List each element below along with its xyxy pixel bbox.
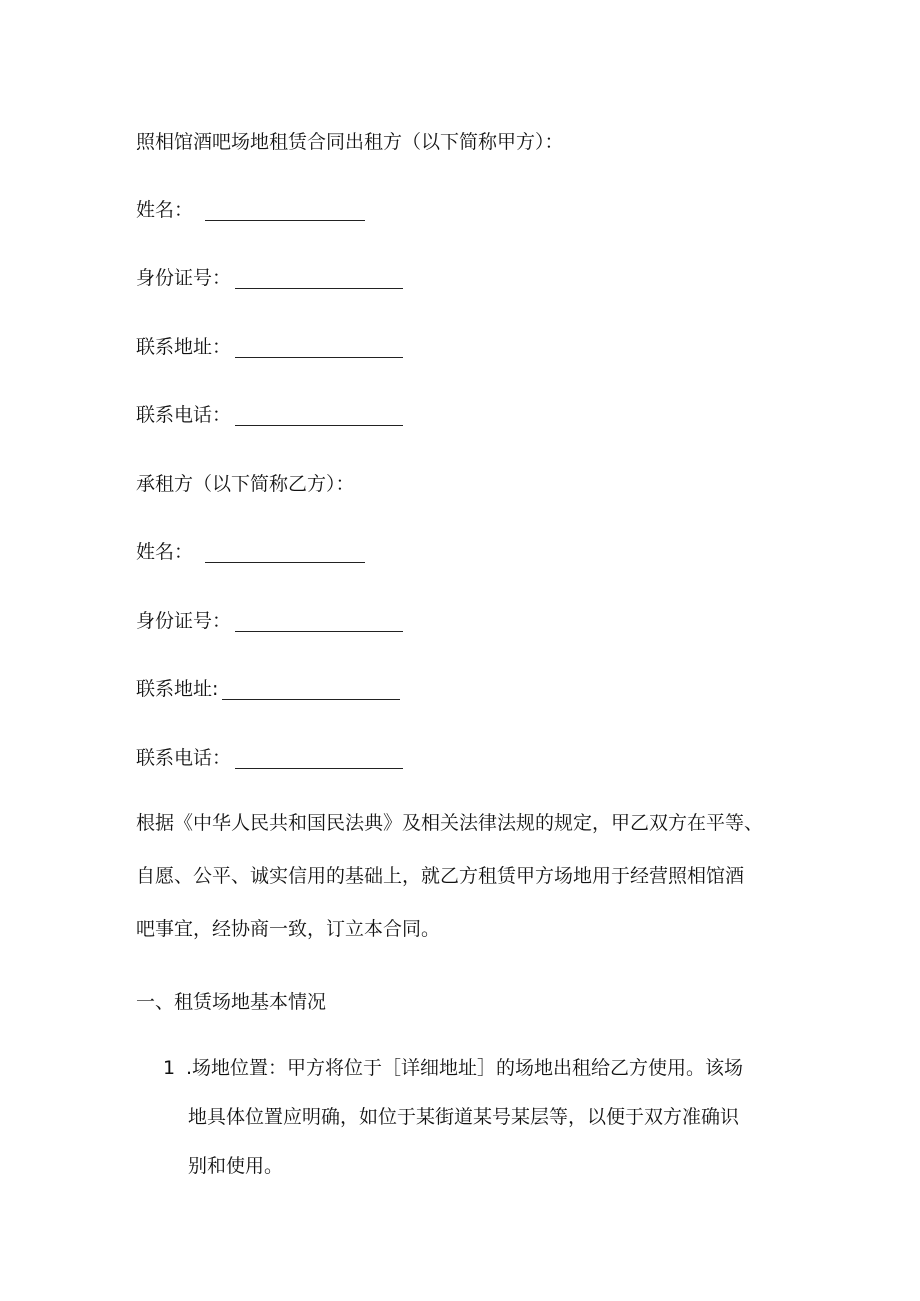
preamble-paragraph (136, 812, 796, 942)
preamble-line: 自愿、公平、诚实信用的基础上，就乙方租赁甲方场地用于经营照相馆酒 (136, 865, 745, 887)
lessor-name-blank[interactable] (205, 202, 365, 221)
lessor-id-field (136, 267, 403, 289)
preamble-line: 吧事宜，经协商一致，订立本合同。 (136, 918, 441, 940)
lessee-address-blank[interactable] (222, 681, 400, 700)
item-1-line: 地具体位置应明确，如位于某街道某号某层等，以便于双方准确识 (188, 1106, 740, 1128)
lessor-name-field (136, 199, 365, 221)
lessor-phone-field (136, 404, 403, 426)
field-label: 联系地址： (136, 336, 232, 358)
item-1-line: .场地位置：甲方将位于［详细地址］的场地出租给乙方使用。该场 (186, 1057, 744, 1079)
field-label: 姓名： (136, 199, 194, 221)
field-label: 身份证号： (136, 610, 232, 632)
lessor-address-field (136, 336, 403, 358)
field-label: 联系地址: (136, 678, 219, 700)
lessee-id-blank[interactable] (235, 613, 403, 632)
section-1-title: 一、租赁场地基本情况 (136, 991, 327, 1013)
field-label: 联系电话： (136, 404, 232, 426)
lessee-name-field (136, 541, 365, 563)
lessor-heading: 照相馆酒吧场地租赁合同出租方（以下简称甲方）： (136, 131, 564, 153)
item-1-paragraph (186, 1057, 786, 1187)
lessee-phone-blank[interactable] (235, 750, 403, 769)
lessor-id-blank[interactable] (235, 270, 403, 289)
item-1-number: 1 (163, 1057, 176, 1079)
field-label: 身份证号： (136, 267, 232, 289)
lessee-phone-field (136, 747, 403, 769)
field-label: 姓名： (136, 541, 194, 563)
lessee-heading: 承租方（以下简称乙方）： (136, 473, 355, 495)
lessee-id-field (136, 610, 403, 632)
item-1-line: 别和使用。 (188, 1155, 284, 1177)
lessor-phone-blank[interactable] (235, 407, 403, 426)
lessee-address-field (136, 678, 400, 700)
lessee-name-blank[interactable] (205, 544, 365, 563)
lessor-address-blank[interactable] (235, 339, 403, 358)
preamble-line: 根据《中华人民共和国民法典》及相关法律法规的规定，甲乙双方在平等、 (136, 812, 764, 834)
field-label: 联系电话： (136, 747, 232, 769)
